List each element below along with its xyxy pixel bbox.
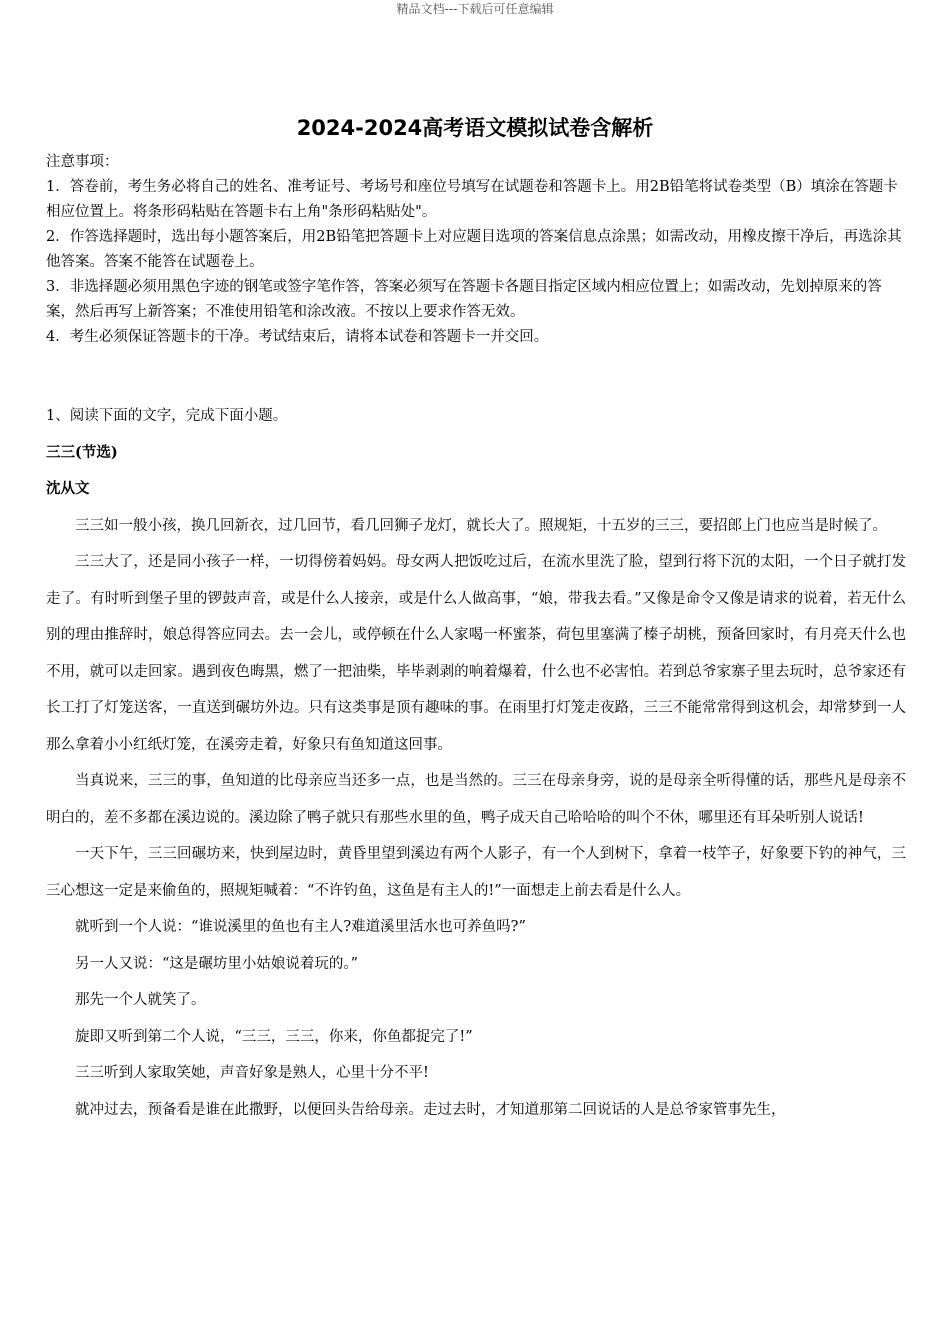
notice-item: 2．作答选择题时，选出每小题答案后，用2B铅笔把答题卡上对应题目选项的答案信息点涂黑；如需改动，用橡皮擦干净后，再选涂其他答案。答案不能答在试题卷上。 <box>46 229 902 270</box>
notice-item: 1．答卷前，考生务必将自己的姓名、准考证号、考场号和座位号填写在试题卷和答题卡上。用2B铅笔将试卷类型（B）填涂在答题卡相应位置上。将条形码粘贴在答题卡右上角"条形码粘贴处"。 <box>46 179 898 220</box>
passage-paragraph: 三三听到人家取笑她，声音好象是熟人，心里十分不平! <box>75 1065 429 1081</box>
passage-paragraph: 另一人又说：“这是碾坊里小姑娘说着玩的。” <box>75 955 359 972</box>
passage-paragraph: 三三如一般小孩，换几回新衣，过几回节，看几回狮子龙灯，就长大了。照规矩，十五岁的三三，要招郎上门也应当是时候了。 <box>75 517 887 534</box>
passage-paragraph: 旋即又听到第二个人说，“三三，三三，你来，你鱼都捉完了!” <box>75 1028 473 1045</box>
page-title: 2024-2024高考语文模拟试卷含解析 <box>296 116 654 140</box>
author-name: 沈从文 <box>46 480 90 497</box>
reading-passage <box>46 398 906 1128</box>
passage-paragraph: 那先一个人就笑了。 <box>75 992 206 1008</box>
notice-item: 4．考生必须保证答题卡的干净。考试结束后，请将本试卷和答题卡一并交回。 <box>46 329 549 345</box>
notice-item: 3．非选择题必须用黑色字迹的钢笔或签字笔作答，答案必须写在答题卡各题目指定区域内相应位置上；如需改动，先划掉原来的答案，然后再写上新答案；不准使用铅笔和涂改液。不按以上要求作答无效。 <box>46 279 882 320</box>
notice-section <box>46 150 906 350</box>
question-prompt: 1、阅读下面的文字，完成下面小题。 <box>46 408 288 424</box>
passage-paragraph: 三三大了，还是同小孩子一样，一切得傍着妈妈。母女两人把饭吃过后，在流水里洗了脸，望到行将下沉的太阳，一个日子就打发走了。有时听到堡子里的锣鼓声音，或是什么人接亲，或是什么人做高事，“娘，带我去看。”又像是命令又像是请求的说着，若无什么别的理由推辞时，娘总得答应同去。去一会儿，或停顿在什么人家喝一杯蜜茶，荷包里塞满了榛子胡桃，预备回家时，有月亮天什么也不用，就可以走回家。遇到夜色晦黑，燃了一把油柴，毕毕剥剥的响着爆着，什么也不必害怕。若到总爷家寨子里去玩时，总爷家还有长工打了灯笼送客，一直送到碾坊外边。只有这类事是顶有趣味的事。在雨里打灯笼走夜路，三三不能常常得到这机会，却常梦到一人那么拿着小小红纸灯笼，在溪旁走着，好象只有鱼知道这回事。 <box>46 554 906 753</box>
notice-heading: 注意事项： <box>46 154 119 170</box>
passage-paragraph: 当真说来，三三的事，鱼知道的比母亲应当还多一点，也是当然的。三三在母亲身旁，说的是母亲全听得懂的话，那些凡是母亲不明白的，差不多都在溪边说的。溪边除了鸭子就只有那些水里的鱼，鸭子成天自己哈哈哈的叫个不休，哪里还有耳朵听别人说话! <box>46 773 906 826</box>
header-watermark: 精品文档---下载后可任意编辑 <box>396 2 554 16</box>
passage-paragraph: 一天下午，三三回碾坊来，快到屋边时，黄昏里望到溪边有两个人影子，有一个人到树下，拿着一枝竿子，好象要下钓的神气，三三心想这一定是来偷鱼的，照规矩喊着：“不许钓鱼，这鱼是有主人的!”一面想走上前去看是什么人。 <box>46 846 906 899</box>
work-title: 三三(节选) <box>46 443 118 461</box>
passage-paragraph: 就听到一个人说：“谁说溪里的鱼也有主人?难道溪里活水也可养鱼吗?” <box>75 919 526 935</box>
passage-paragraph: 就冲过去，预备看是谁在此撒野，以便回头告给母亲。走过去时，才知道那第二回说话的人是总爷家管事先生， <box>75 1101 786 1118</box>
